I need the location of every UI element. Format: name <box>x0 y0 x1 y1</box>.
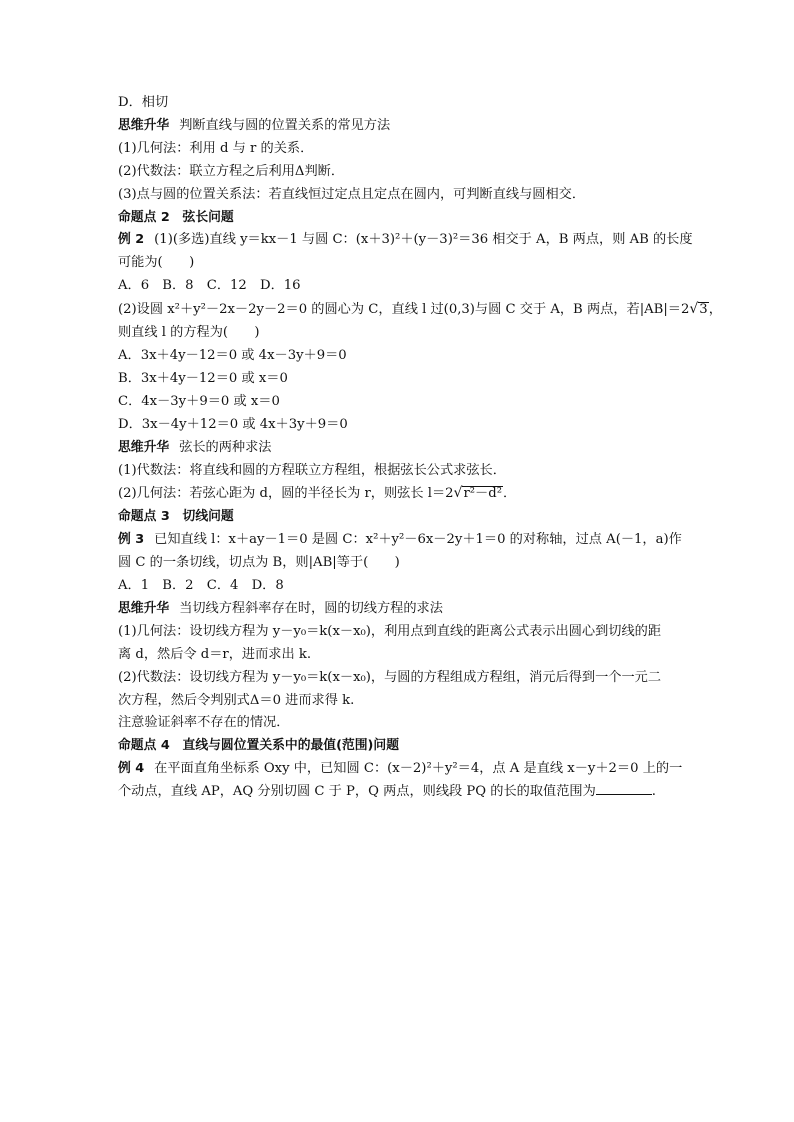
text-line: 圆 C 的一条切线，切点为 B，则|AB|等于( ) <box>118 555 400 571</box>
text-line: (2)代数法：设切线方程为 y－y₀＝k(x－x₀)，与圆的方程组成方程组，消元后得到一个一元二 <box>118 669 662 685</box>
summary-heading <box>118 598 678 621</box>
text-line: 可能为( ) <box>118 255 195 271</box>
answer-blank[interactable] <box>596 782 652 795</box>
text-line: (2)设圆 x²＋y²－2x－2y－2＝0 的圆心为 C，直线 l 过(0,3)与圆 C 交于 A，B 两点，若|AB|＝2√3， <box>118 301 722 318</box>
text-line: (1)代数法：将直线和圆的方程联立方程组，根据弦长公式求弦长． <box>118 462 506 478</box>
text-line: 则直线 l 的方程为( ) <box>118 325 260 341</box>
choices-line: A．6 B．8 C．12 D．16 <box>118 278 301 294</box>
text-line: 个动点，直线 AP，AQ 分别切圆 C 于 P，Q 两点，则线段 PQ 的长的取值范围为 . <box>118 784 656 800</box>
section-title: 命题点 4 直线与圆位置关系中的最值(范围)问题 <box>118 738 399 754</box>
text: D．相切 <box>118 95 169 110</box>
example-label: 例 4 <box>118 761 145 777</box>
option-d-line <box>118 92 678 115</box>
heading-label: 思维升华 <box>118 600 170 616</box>
summary-heading <box>118 437 678 460</box>
example-label: 例 3 <box>118 532 145 548</box>
sqrt-radicand: 3 <box>699 302 708 318</box>
choices-line: A．1 B．2 C．4 D．8 <box>118 578 284 594</box>
text-line: 离 d，然后令 d＝r，进而求出 k. <box>118 646 312 662</box>
section-title: 命题点 2 弦长问题 <box>118 209 234 225</box>
text-line: (2)代数法：联立方程之后利用Δ判断． <box>118 163 345 179</box>
text-line: (1)几何法：设切线方程为 y－y₀＝k(x－x₀)，利用点到直线的距离公式表示出圆心到切线的距 <box>118 623 662 639</box>
heading-text: 弦长的两种求法 <box>179 439 272 455</box>
document-page <box>118 92 722 804</box>
heading-text: 判断直线与圆的位置关系的常见方法 <box>179 117 391 133</box>
text-line: (1)几何法：利用 d 与 r 的关系． <box>118 140 314 156</box>
choice-line: D．3x－4y＋12＝0 或 4x＋3y＋9＝0 <box>118 416 348 432</box>
choice-line: A．3x＋4y－12＝0 或 4x－3y＋9＝0 <box>118 347 347 363</box>
heading-label: 思维升华 <box>118 439 170 455</box>
text-line: 次方程，然后令判别式Δ＝0 进而求得 k. <box>118 692 355 708</box>
example-line: 例 2 (1)(多选)直线 y＝kx－1 与圆 C：(x＋3)²＋(y－3)²＝36 相交于 A，B 两点，则 AB 的长度 <box>118 232 693 248</box>
summary-heading <box>118 115 678 138</box>
heading-text: 当切线方程斜率存在时，圆的切线方程的求法 <box>179 600 443 616</box>
choice-line: C．4x－3y＋9＝0 或 x＝0 <box>118 393 280 409</box>
section-title: 命题点 3 切线问题 <box>118 509 234 525</box>
choice-line: B．3x＋4y－12＝0 或 x＝0 <box>118 370 288 386</box>
example-line: 例 3 已知直线 l：x＋ay－1＝0 是圆 C：x²＋y²－6x－2y＋1＝0 的对称轴，过点 A(－1，a)作 <box>118 532 682 548</box>
sqrt-radicand: r²－d² <box>463 486 502 502</box>
text-line: (3)点与圆的位置关系法：若直线恒过定点且定点在圆内，可判断直线与圆相交． <box>118 186 586 202</box>
heading-label: 思维升华 <box>118 117 170 133</box>
example-label: 例 2 <box>118 232 145 248</box>
text-line: 注意验证斜率不存在的情况． <box>118 715 290 731</box>
text-line: (2)几何法：若弦心距为 d，圆的半径长为 r，则弦长 l＝2√r²－d²． <box>118 485 517 502</box>
example-line: 例 4 在平面直角坐标系 Oxy 中，已知圆 C：(x－2)²＋y²＝4，点 A 是直线 x－y＋2＝0 上的一 <box>118 761 683 777</box>
